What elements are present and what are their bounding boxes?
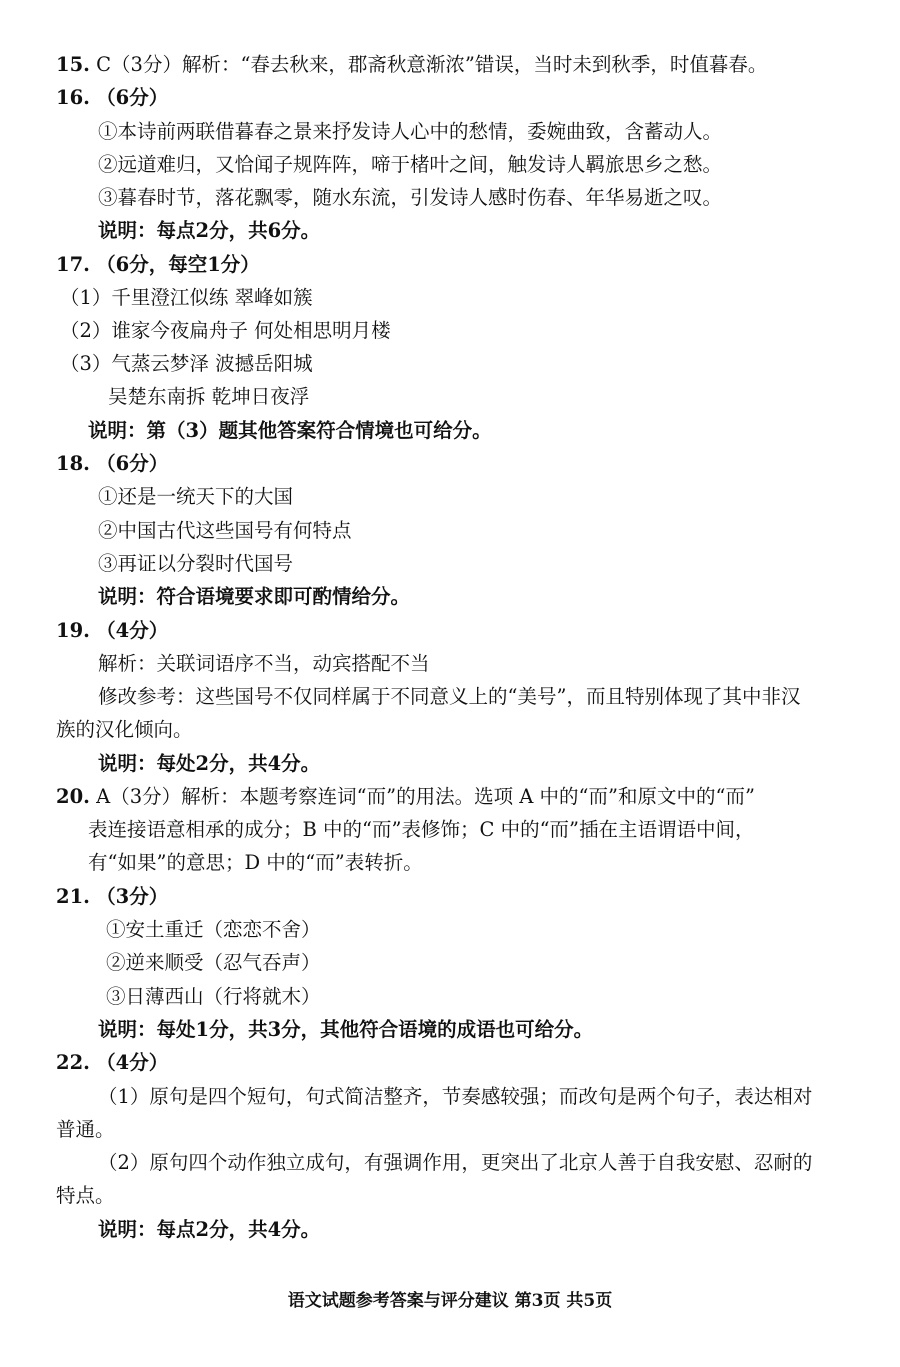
q18-heading [56, 447, 900, 480]
q18-score: （6分） [96, 452, 169, 475]
q18-item-1: ①还是一统天下的大国 [98, 485, 294, 508]
q22-point-2-line-2: 特点。 [56, 1184, 115, 1207]
page-footer: 语文试题参考答案与评分建议 第3页 共5页 [287, 1291, 613, 1311]
q20-line-1 [56, 780, 900, 813]
q21-heading [56, 880, 900, 913]
q17-score: （6分，每空1分） [96, 253, 260, 276]
q22-point-1-line-2: 普通。 [56, 1118, 115, 1141]
q20-number: 20. [56, 785, 90, 808]
q21-number: 21. [56, 885, 90, 908]
q18-number: 18. [56, 452, 90, 475]
q21-item-3: ③日薄西山（行将就木） [106, 985, 321, 1008]
q19-revision-line-2: 族的汉化倾向。 [56, 718, 193, 741]
q16-heading [56, 81, 900, 114]
q21-score: （3分） [96, 885, 169, 908]
q21-item-2: ②逆来顺受（忍气吞声） [106, 951, 321, 974]
q20-text-1: A（3分）解析：本题考察连词“而”的用法。选项 A 中的“而”和原文中的“而” [96, 785, 755, 808]
q16-note: 说明：每点2分，共6分。 [98, 219, 321, 242]
q19-heading [56, 614, 900, 647]
q15-text: C（3分）解析：“春去秋来，郡斋秋意渐浓”错误，当时未到秋季，时值暮春。 [96, 53, 768, 76]
q19-score: （4分） [96, 619, 169, 642]
q17-item-1: （1）千里澄江似练 翠峰如簇 [60, 286, 313, 309]
q16-number: 16. [56, 86, 90, 109]
q16-item-3: ③暮春时节，落花飘零，随水东流，引发诗人感时伤春、年华易逝之叹。 [98, 186, 723, 209]
q21-item-1: ①安土重迁（恋恋不舍） [106, 918, 321, 941]
q17-number: 17. [56, 253, 90, 276]
q19-analysis: 解析：关联词语序不当，动宾搭配不当 [98, 652, 430, 675]
q20-line-3: 有“如果”的意思；D 中的“而”表转折。 [88, 851, 423, 874]
q15-line [56, 48, 900, 81]
q17-item-3-cont: 吴楚东南拆 乾坤日夜浮 [108, 385, 310, 408]
q17-item-2: （2）谁家今夜扁舟子 何处相思明月楼 [60, 319, 391, 342]
q22-heading [56, 1046, 900, 1079]
q16-score: （6分） [96, 86, 169, 109]
q17-item-3: （3）气蒸云梦泽 波撼岳阳城 [60, 352, 313, 375]
q16-item-2: ②远道难归，又恰闻子规阵阵，啼于楮叶之间，触发诗人羁旅思乡之愁。 [98, 153, 723, 176]
q22-point-2-line-1: （2）原句四个动作独立成句，有强调作用，更突出了北京人善于自我安慰、忍耐的 [98, 1151, 813, 1174]
q22-note: 说明：每点2分，共4分。 [98, 1218, 321, 1241]
q18-note: 说明：符合语境要求即可酌情给分。 [98, 585, 411, 608]
q19-note: 说明：每处2分，共4分。 [98, 752, 321, 775]
q19-revision-line-1: 修改参考：这些国号不仅同样属于不同意义上的“美号”，而且特别体现了其中非汉 [98, 685, 801, 708]
q21-note: 说明：每处1分，共3分，其他符合语境的成语也可给分。 [98, 1018, 594, 1041]
q22-point-1-line-1: （1）原句是四个短句，句式简洁整齐，节奏感较强；而改句是两个句子，表达相对 [98, 1085, 813, 1108]
q18-item-2: ②中国古代这些国号有何特点 [98, 519, 352, 542]
q19-number: 19. [56, 619, 90, 642]
q22-score: （4分） [96, 1051, 169, 1074]
q16-item-1: ①本诗前两联借暮春之景来抒发诗人心中的愁情，委婉曲致，含蓄动人。 [98, 120, 723, 143]
q17-heading [56, 248, 900, 281]
q17-note: 说明：第（3）题其他答案符合情境也可给分。 [88, 419, 492, 442]
q18-item-3: ③再证以分裂时代国号 [98, 552, 294, 575]
q22-number: 22. [56, 1051, 90, 1074]
q15-number: 15. [56, 53, 90, 76]
q20-line-2: 表连接语意相承的成分；B 中的“而”表修饰；C 中的“而”插在主语谓语中间， [88, 818, 755, 841]
